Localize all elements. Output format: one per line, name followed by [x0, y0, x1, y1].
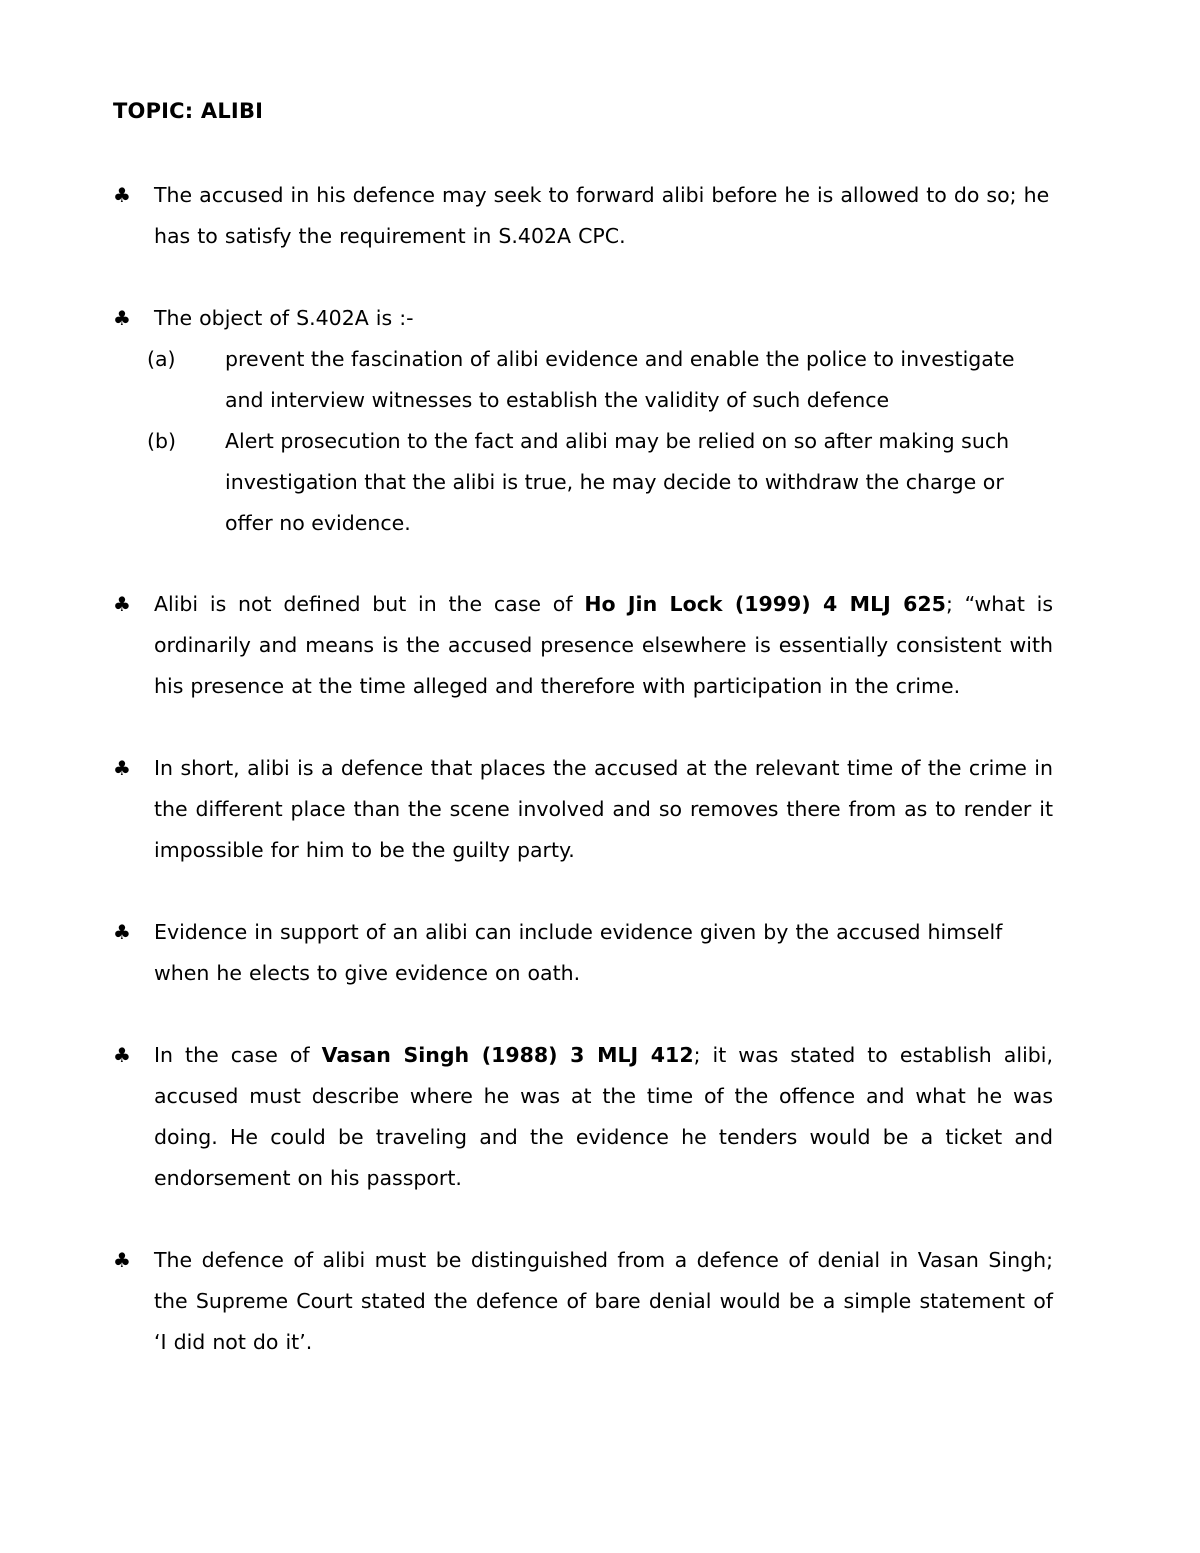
club-bullet-icon: ♣: [113, 920, 131, 944]
bullet-text: The defence of alibi must be distinguished from a defence of denial in Vasan Singh; the Supreme Court stated the defence of bare denial would be a simple statement of ‘I did not do it’.: [154, 1248, 1053, 1354]
club-bullet-icon: ♣: [113, 1248, 131, 1272]
bullet-item-3: [113, 584, 1053, 707]
club-bullet-icon: ♣: [113, 1043, 131, 1067]
bullet-item-5: [113, 912, 1053, 994]
bullet-item-2: [113, 298, 1053, 544]
club-bullet-icon: ♣: [113, 183, 131, 207]
sub-item-text: prevent the fascination of alibi evidence and enable the police to investigate and interview witnesses to establish the validity of such defence: [225, 347, 1015, 412]
sub-item-a: [147, 339, 1053, 421]
bullet-text-part: ; it was stated to establish alibi, accused must describe where he was at the time of the offence and what he was doing. He could be traveling and the evidence he tenders would be a ticket and endorsement on his passport.: [154, 1043, 1053, 1190]
bullet-text: [154, 1035, 1053, 1199]
bullet-item-7: [113, 1240, 1053, 1363]
bullet-text-part: ; “what is ordinarily and means is the accused presence elsewhere is essentially consistent with his presence at the time alleged and therefore with participation in the crime.: [154, 592, 1053, 698]
sub-item-label: (a): [147, 347, 176, 371]
page-title: TOPIC: ALIBI: [113, 99, 264, 123]
bullet-text-part: In the case of: [154, 1043, 322, 1067]
bullet-item-4: [113, 748, 1053, 871]
bullet-text: The accused in his defence may seek to forward alibi before he is allowed to do so; he has to satisfy the requirement in S.402A CPC.: [154, 183, 1050, 248]
bullet-text: Evidence in support of an alibi can include evidence given by the accused himself when he elects to give evidence on oath.: [154, 920, 1003, 985]
club-bullet-icon: ♣: [113, 592, 131, 616]
club-bullet-icon: ♣: [113, 306, 131, 330]
bullet-text: In short, alibi is a defence that places the accused at the relevant time of the crime in the different place than the scene involved and so removes there from as to render it impossible for him to be the guilty party.: [154, 756, 1053, 862]
case-citation: Vasan Singh (1988) 3 MLJ 412: [321, 1043, 694, 1067]
bullet-item-1: [113, 175, 1053, 257]
bullet-item-6: [113, 1035, 1053, 1199]
sub-item-text: Alert prosecution to the fact and alibi may be relied on so after making such investigation that the alibi is true, he may decide to withdraw the charge or offer no evidence.: [225, 429, 1010, 535]
bullet-text-part: Alibi is not defined but in the case of: [154, 592, 585, 616]
sub-item-label: (b): [147, 429, 177, 453]
bullet-text: The object of S.402A is :-: [154, 306, 414, 330]
sub-item-b: [147, 421, 1053, 544]
case-citation: Ho Jin Lock (1999) 4 MLJ 625: [584, 592, 946, 616]
bullet-text: [154, 584, 1053, 707]
club-bullet-icon: ♣: [113, 756, 131, 780]
